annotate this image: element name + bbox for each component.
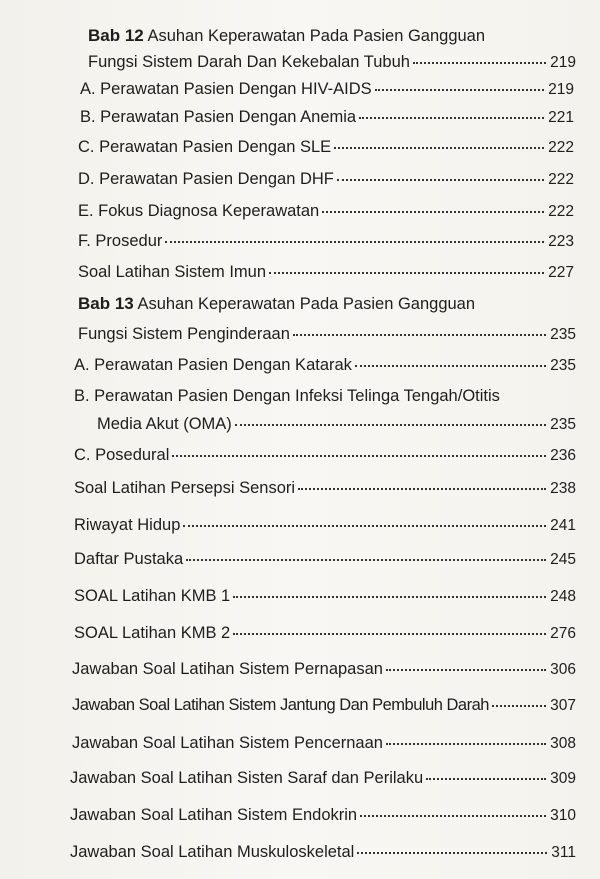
entry-label: C. Posedural	[74, 446, 170, 464]
page-number: 222	[548, 203, 574, 220]
toc-entry[interactable]	[78, 137, 574, 158]
page-number: 219	[550, 54, 576, 71]
entry-label: SOAL Latihan KMB 1	[74, 587, 231, 605]
toc-entry[interactable]	[78, 231, 574, 252]
dot-leader	[426, 777, 546, 780]
entry-label: Jawaban Soal Latihan Sistem Jantung Dan Pembuluh Darah	[72, 696, 489, 714]
entry-label: Jawaban Soal Latihan Sistem Pencernaan	[72, 734, 383, 752]
dot-leader	[233, 595, 546, 598]
page-number: 227	[548, 264, 574, 281]
page-number: 310	[550, 807, 576, 824]
entry-label-cont: Media Akut (OMA)	[97, 415, 232, 433]
toc-entry[interactable]	[88, 52, 576, 73]
page-number: 222	[548, 139, 574, 156]
entry-label: B. Perawatan Pasien Dengan Anemia	[80, 108, 357, 126]
chapter-title-cont: Fungsi Sistem Darah Dan Kekebalan Tubuh	[88, 53, 410, 71]
toc-entry[interactable]	[72, 695, 576, 716]
dot-leader	[172, 454, 546, 457]
page-number: 222	[548, 171, 574, 188]
entry-label: A. Perawatan Pasien Dengan Katarak	[74, 356, 352, 374]
toc-entry[interactable]	[72, 733, 576, 754]
toc-entry[interactable]	[74, 355, 576, 376]
toc-entry[interactable]	[70, 842, 576, 863]
toc-entry[interactable]	[80, 79, 574, 100]
dot-leader	[413, 61, 546, 64]
entry-label: C. Perawatan Pasien Dengan SLE	[78, 138, 332, 156]
page-number: 306	[550, 661, 576, 678]
toc-entry[interactable]	[97, 414, 576, 435]
entry-label: Soal Latihan Persepsi Sensori	[74, 479, 296, 497]
dot-leader	[357, 851, 547, 854]
chapter-12-heading	[88, 26, 485, 46]
toc-entry[interactable]	[74, 586, 576, 607]
dot-leader	[269, 271, 544, 274]
chapter-title-cont: Fungsi Sistem Penginderaan	[78, 325, 290, 343]
toc-entry[interactable]	[74, 515, 576, 536]
chapter-number: Bab 12	[88, 26, 144, 45]
dot-leader	[334, 146, 544, 149]
page-number: 235	[550, 357, 576, 374]
dot-leader	[360, 814, 546, 817]
page-number: 236	[550, 447, 576, 464]
dot-leader	[386, 742, 546, 745]
entry-label: B. Perawatan Pasien Dengan Infeksi Telinga Tengah/Otitis	[74, 387, 500, 405]
dot-leader	[355, 364, 546, 367]
entry-label: D. Perawatan Pasien Dengan DHF	[78, 170, 334, 188]
page-number: 235	[550, 326, 576, 343]
toc-entry[interactable]	[74, 445, 576, 466]
page-number: 223	[548, 233, 574, 250]
toc-entry[interactable]	[78, 324, 576, 345]
entry-label: A. Perawatan Pasien Dengan HIV-AIDS	[80, 80, 372, 98]
toc-entry-label-line1[interactable]	[74, 386, 500, 406]
page-number: 238	[550, 480, 576, 497]
page-number: 241	[550, 517, 576, 534]
page-number: 245	[550, 551, 576, 568]
entry-label: Jawaban Soal Latihan Sistem Endokrin	[70, 806, 358, 824]
toc-entry[interactable]	[78, 169, 574, 190]
dot-leader	[337, 178, 544, 181]
entry-label: Jawaban Soal Latihan Sisten Saraf dan Perilaku	[70, 769, 424, 787]
dot-leader	[235, 423, 546, 426]
entry-label: E. Fokus Diagnosa Keperawatan	[78, 202, 320, 220]
entry-label: Riwayat Hidup	[74, 516, 181, 534]
chapter-title: Asuhan Keperawatan Pada Pasien Gangguan	[137, 295, 476, 313]
dot-leader	[359, 116, 544, 119]
dot-leader	[165, 240, 544, 243]
toc-entry[interactable]	[80, 107, 574, 128]
dot-leader	[183, 524, 546, 527]
chapter-number: Bab 13	[78, 294, 134, 313]
entry-label: Jawaban Soal Latihan Muskuloskeletal	[70, 843, 355, 861]
page-number: 221	[548, 109, 574, 126]
dot-leader	[386, 668, 546, 671]
page-number: 309	[550, 770, 576, 787]
toc-entry[interactable]	[70, 805, 576, 826]
dot-leader	[375, 88, 544, 91]
entry-label: Daftar Pustaka	[74, 550, 184, 568]
entry-label: F. Prosedur	[78, 232, 163, 250]
toc-entry[interactable]	[70, 768, 576, 789]
toc-entry[interactable]	[74, 623, 576, 644]
page-number: 235	[550, 416, 576, 433]
dot-leader	[492, 704, 546, 707]
toc-entry[interactable]	[74, 478, 576, 499]
chapter-title: Asuhan Keperawatan Pada Pasien Gangguan	[147, 27, 486, 45]
dot-leader	[298, 487, 546, 490]
page-number: 307	[550, 697, 576, 714]
toc-entry[interactable]	[74, 549, 576, 570]
dot-leader	[322, 210, 544, 213]
page-number: 311	[551, 844, 576, 861]
page-number: 219	[548, 81, 574, 98]
toc-entry[interactable]	[72, 659, 576, 680]
dot-leader	[186, 558, 546, 561]
entry-label: Jawaban Soal Latihan Sistem Pernapasan	[72, 660, 383, 678]
page-number: 308	[550, 735, 576, 752]
entry-label: SOAL Latihan KMB 2	[74, 624, 231, 642]
toc-entry[interactable]	[78, 262, 574, 283]
entry-label: Soal Latihan Sistem Imun	[78, 263, 267, 281]
dot-leader	[233, 632, 546, 635]
chapter-13-heading	[78, 294, 475, 314]
page-number: 276	[550, 625, 576, 642]
page-number: 248	[550, 588, 576, 605]
dot-leader	[293, 333, 546, 336]
toc-entry[interactable]	[78, 201, 574, 222]
